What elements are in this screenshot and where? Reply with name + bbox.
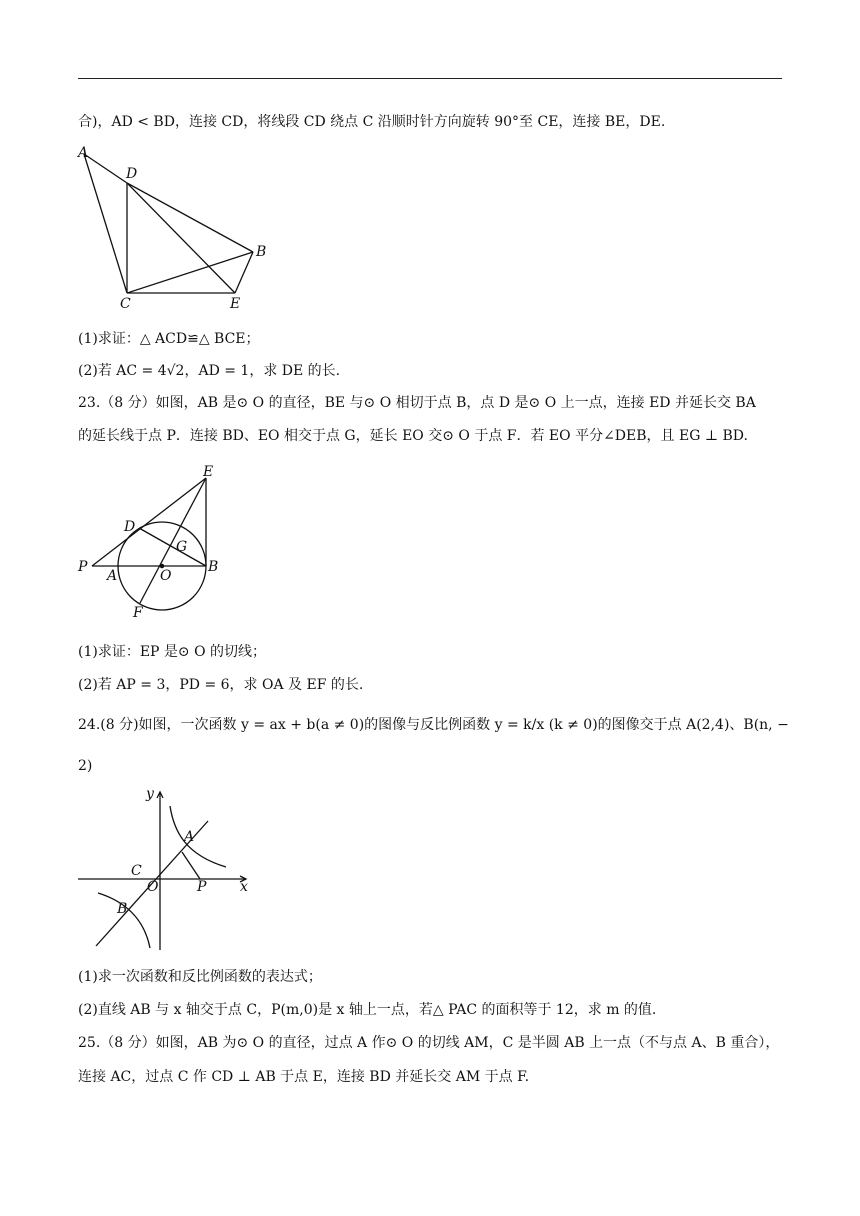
problem24-line2: 2) <box>78 758 93 774</box>
problem24-part1: (1)求一次函数和反比例函数的表达式； <box>78 969 322 985</box>
label-D: D <box>126 166 138 182</box>
label-y: y <box>146 786 154 802</box>
problem25-line2: 连接 AC，过点 C 作 CD ⊥ AB 于点 E，连接 BD 并延长交 AM 于点 F. <box>78 1069 530 1085</box>
label-A: A <box>78 145 89 161</box>
problem23-line1: 23.（8 分）如图，AB 是⊙ O 的直径，BE 与⊙ O 相切于点 B，点 D 是⊙ O 上一点，连接 ED 并延长交 BA <box>78 395 756 411</box>
problem23-line2: 的延长线于点 P．连接 BD、EO 相交于点 G，延长 EO 交⊙ O 于点 F．若 EO 平分∠DEB，且 EG ⊥ BD. <box>78 428 748 444</box>
label-E: E <box>230 296 241 312</box>
problem22-part2: (2)若 AC = 4√2，AD = 1，求 DE 的长. <box>78 363 341 379</box>
problem22-continuation: 合)，AD < BD，连接 CD，将线段 CD 绕点 C 沿顺时针方向旋转 90°至 CE，连接 BE，DE. <box>78 114 666 130</box>
problem23-part2: (2)若 AP = 3，PD = 6，求 OA 及 EF 的长. <box>78 677 364 693</box>
label-C: C <box>131 863 142 879</box>
label-O: O <box>147 879 159 895</box>
problem22-part1: (1)求证：△ ACD≌△ BCE； <box>78 331 260 347</box>
problem24-line1: 24.(8 分)如图，一次函数 y = ax + b(a ≠ 0)的图像与反比例函数 y = k/x (k ≠ 0)的图像交于点 A(2,4)、B(n, − <box>78 717 789 733</box>
label-O: O <box>160 568 172 584</box>
label-A: A <box>184 829 195 845</box>
label-B: B <box>208 559 219 575</box>
label-P: P <box>78 559 88 575</box>
label-A: A <box>107 568 118 584</box>
problem23-part1: (1)求证：EP 是⊙ O 的切线； <box>78 644 267 660</box>
label-x: x <box>240 879 248 895</box>
label-F: F <box>133 605 143 621</box>
problem25-line1: 25.（8 分）如图，AB 为⊙ O 的直径，过点 A 作⊙ O 的切线 AM，C 是半圆 AB 上一点（不与点 A、B 重合）， <box>78 1035 780 1051</box>
label-B: B <box>256 244 267 260</box>
label-C: C <box>120 296 131 312</box>
label-G: G <box>176 539 188 555</box>
label-B: B <box>117 901 128 917</box>
label-P: P <box>197 879 207 895</box>
label-D: D <box>124 519 136 535</box>
label-E: E <box>203 464 214 480</box>
problem24-part2: (2)直线 AB 与 x 轴交于点 C，P(m,0)是 x 轴上一点，若△ PAC 的面积等于 12，求 m 的值. <box>78 1002 657 1018</box>
